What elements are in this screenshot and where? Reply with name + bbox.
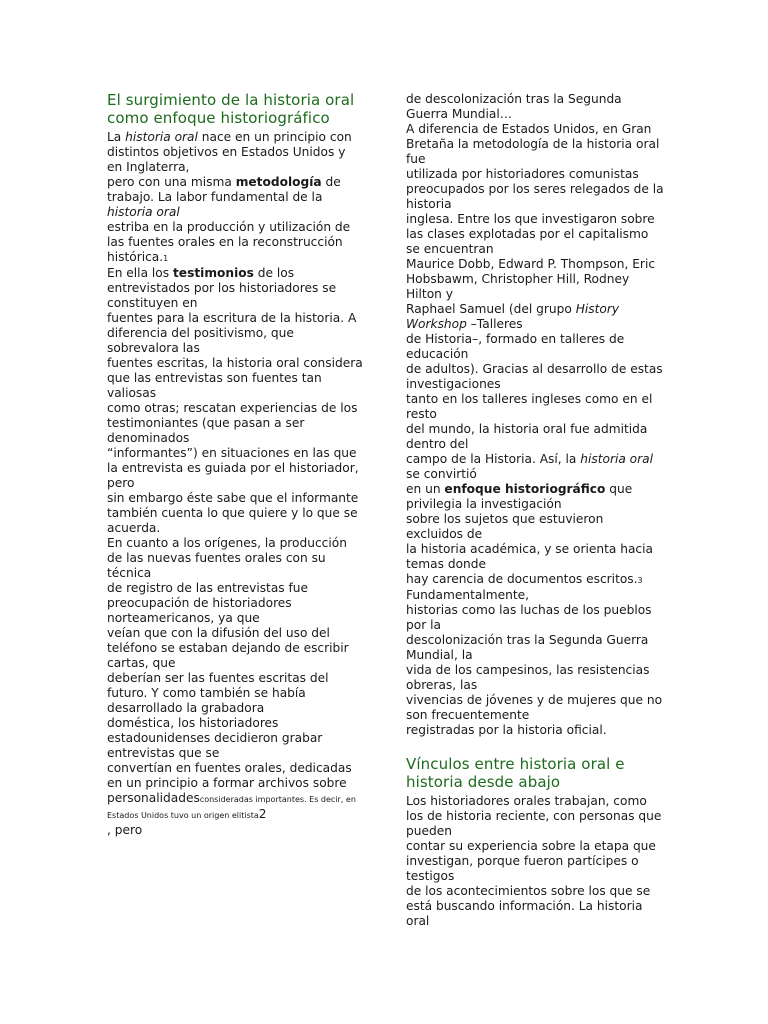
text-line: descolonización tras la Segunda Guerra Mundial, la xyxy=(406,633,649,662)
text-line: en un enfoque historiográfico que privilegia la investigación xyxy=(406,482,633,511)
text-line: Los historiadores orales trabajan, como los de historia reciente, con personas que pueden xyxy=(406,794,662,838)
section-title-links: Vínculos entre historia oral e historia desde abajo xyxy=(406,755,625,791)
text-line: hay carencia de documentos escritos.3 Fundamentalmente, xyxy=(406,572,643,602)
text-line: registradas por la historia oficial. xyxy=(406,723,607,737)
text-line: vida de los campesinos, las resistencias obreras, las xyxy=(406,663,650,692)
text-line: pero con una misma metodología de trabajo. La labor fundamental de la historia oral xyxy=(107,175,341,219)
section-title-origins: El surgimiento de la historia oral como enfoque historiográfico xyxy=(107,91,355,127)
text-line: fuentes para la escritura de la historia. A diferencia del positivismo, que sobrevalora las xyxy=(107,311,357,355)
text-line: fuentes escritas, la historia oral considera que las entrevistas son fuentes tan valiosas xyxy=(107,356,363,400)
text-line: vivencias de jóvenes y de mujeres que no son frecuentemente xyxy=(406,693,663,722)
text-line: veían que con la difusión del uso del teléfono se estaban dejando de escribir cartas, que xyxy=(107,626,349,670)
text-line: doméstica, los historiadores estadounidenses decidieron grabar entrevistas que se xyxy=(107,716,323,760)
text-line: tanto en los talleres ingleses como en el resto xyxy=(406,392,653,421)
left-paragraph xyxy=(107,130,363,838)
text-line: Maurice Dobb, Edward P. Thompson, Eric Hobsbawm, Christopher Hill, Rodney Hilton y xyxy=(406,257,656,301)
text-line: , pero xyxy=(107,823,143,837)
text-line: En ella los testimonios de los entrevistados por los historiadores se constituyen en xyxy=(107,266,337,310)
text-line: inglesa. Entre los que investigaron sobre las clases explotadas por el capitalismo se encuentran xyxy=(406,212,655,256)
text-line: contar su experiencia sobre la etapa que investigan, porque fueron partícipes o testigos xyxy=(406,839,656,883)
text-line: la historia académica, y se orienta hacia temas donde xyxy=(406,542,653,571)
footnote-1: 1 xyxy=(163,254,169,263)
footnote-2: consideradas importantes. Es decir, en Estados Unidos tuvo un origen elitista xyxy=(107,795,356,820)
text-line: Raphael Samuel (del grupo History Workshop –Talleres xyxy=(406,302,620,331)
text-line: estriba en la producción y utilización de las fuentes orales en la reconstrucción histórica.1 xyxy=(107,220,351,264)
text-line: como otras; rescatan experiencias de los testimoniantes (que pasan a ser denominados xyxy=(107,401,358,445)
footnote-3: 3 xyxy=(637,576,643,585)
text-line: de registro de las entrevistas fue preocupación de historiadores norteamericanos, ya que xyxy=(107,581,309,625)
text-line: sin embargo éste sabe que el informante también cuenta lo que quiere y lo que se acuerda. xyxy=(107,491,359,535)
text-line: deberían ser las fuentes escritas del futuro. Y como también se había desarrollado la grabadora xyxy=(107,671,329,715)
text-line: de descolonización tras la Segunda Guerra Mundial… xyxy=(406,92,622,121)
right-paragraph-2 xyxy=(406,794,664,929)
text-line: de adultos). Gracias al desarrollo de estas investigaciones xyxy=(406,362,663,391)
text-line: A diferencia de Estados Unidos, en Gran Bretaña la metodología de la historia oral fue xyxy=(406,122,660,166)
text-line: historias como las luchas de los pueblos por la xyxy=(406,603,652,632)
text-line: En cuanto a los orígenes, la producción de las nuevas fuentes orales con su técnica xyxy=(107,536,347,580)
text-line: de los acontecimientos sobre los que se está buscando información. La historia oral xyxy=(406,884,651,928)
text-line: utilizada por historiadores comunistas preocupados por los seres relegados de la historia xyxy=(406,167,664,211)
text-line: campo de la Historia. Así, la historia oral se convirtió xyxy=(406,452,654,481)
right-paragraph-1 xyxy=(406,92,664,738)
text-line: La historia oral nace en un principio con distintos objetivos en Estados Unidos y en Inglaterra, xyxy=(107,130,352,174)
text-line: sobre los sujetos que estuvieron excluidos de xyxy=(406,512,604,541)
text-line: “informantes”) en situaciones en las que la entrevista es guiada por el historiador, pero xyxy=(107,446,359,490)
text-line: del mundo, la historia oral fue admitida dentro del xyxy=(406,422,648,451)
text-line: convertían en fuentes orales, dedicadas en un principio a formar archivos sobre personalidadesconsideradas importantes. Es decir, en Estados Unidos tuvo un origen elitista2 xyxy=(107,761,356,821)
text-line: de Historia–, formado en talleres de educación xyxy=(406,332,625,361)
left-column xyxy=(107,90,363,838)
right-column xyxy=(406,92,664,929)
